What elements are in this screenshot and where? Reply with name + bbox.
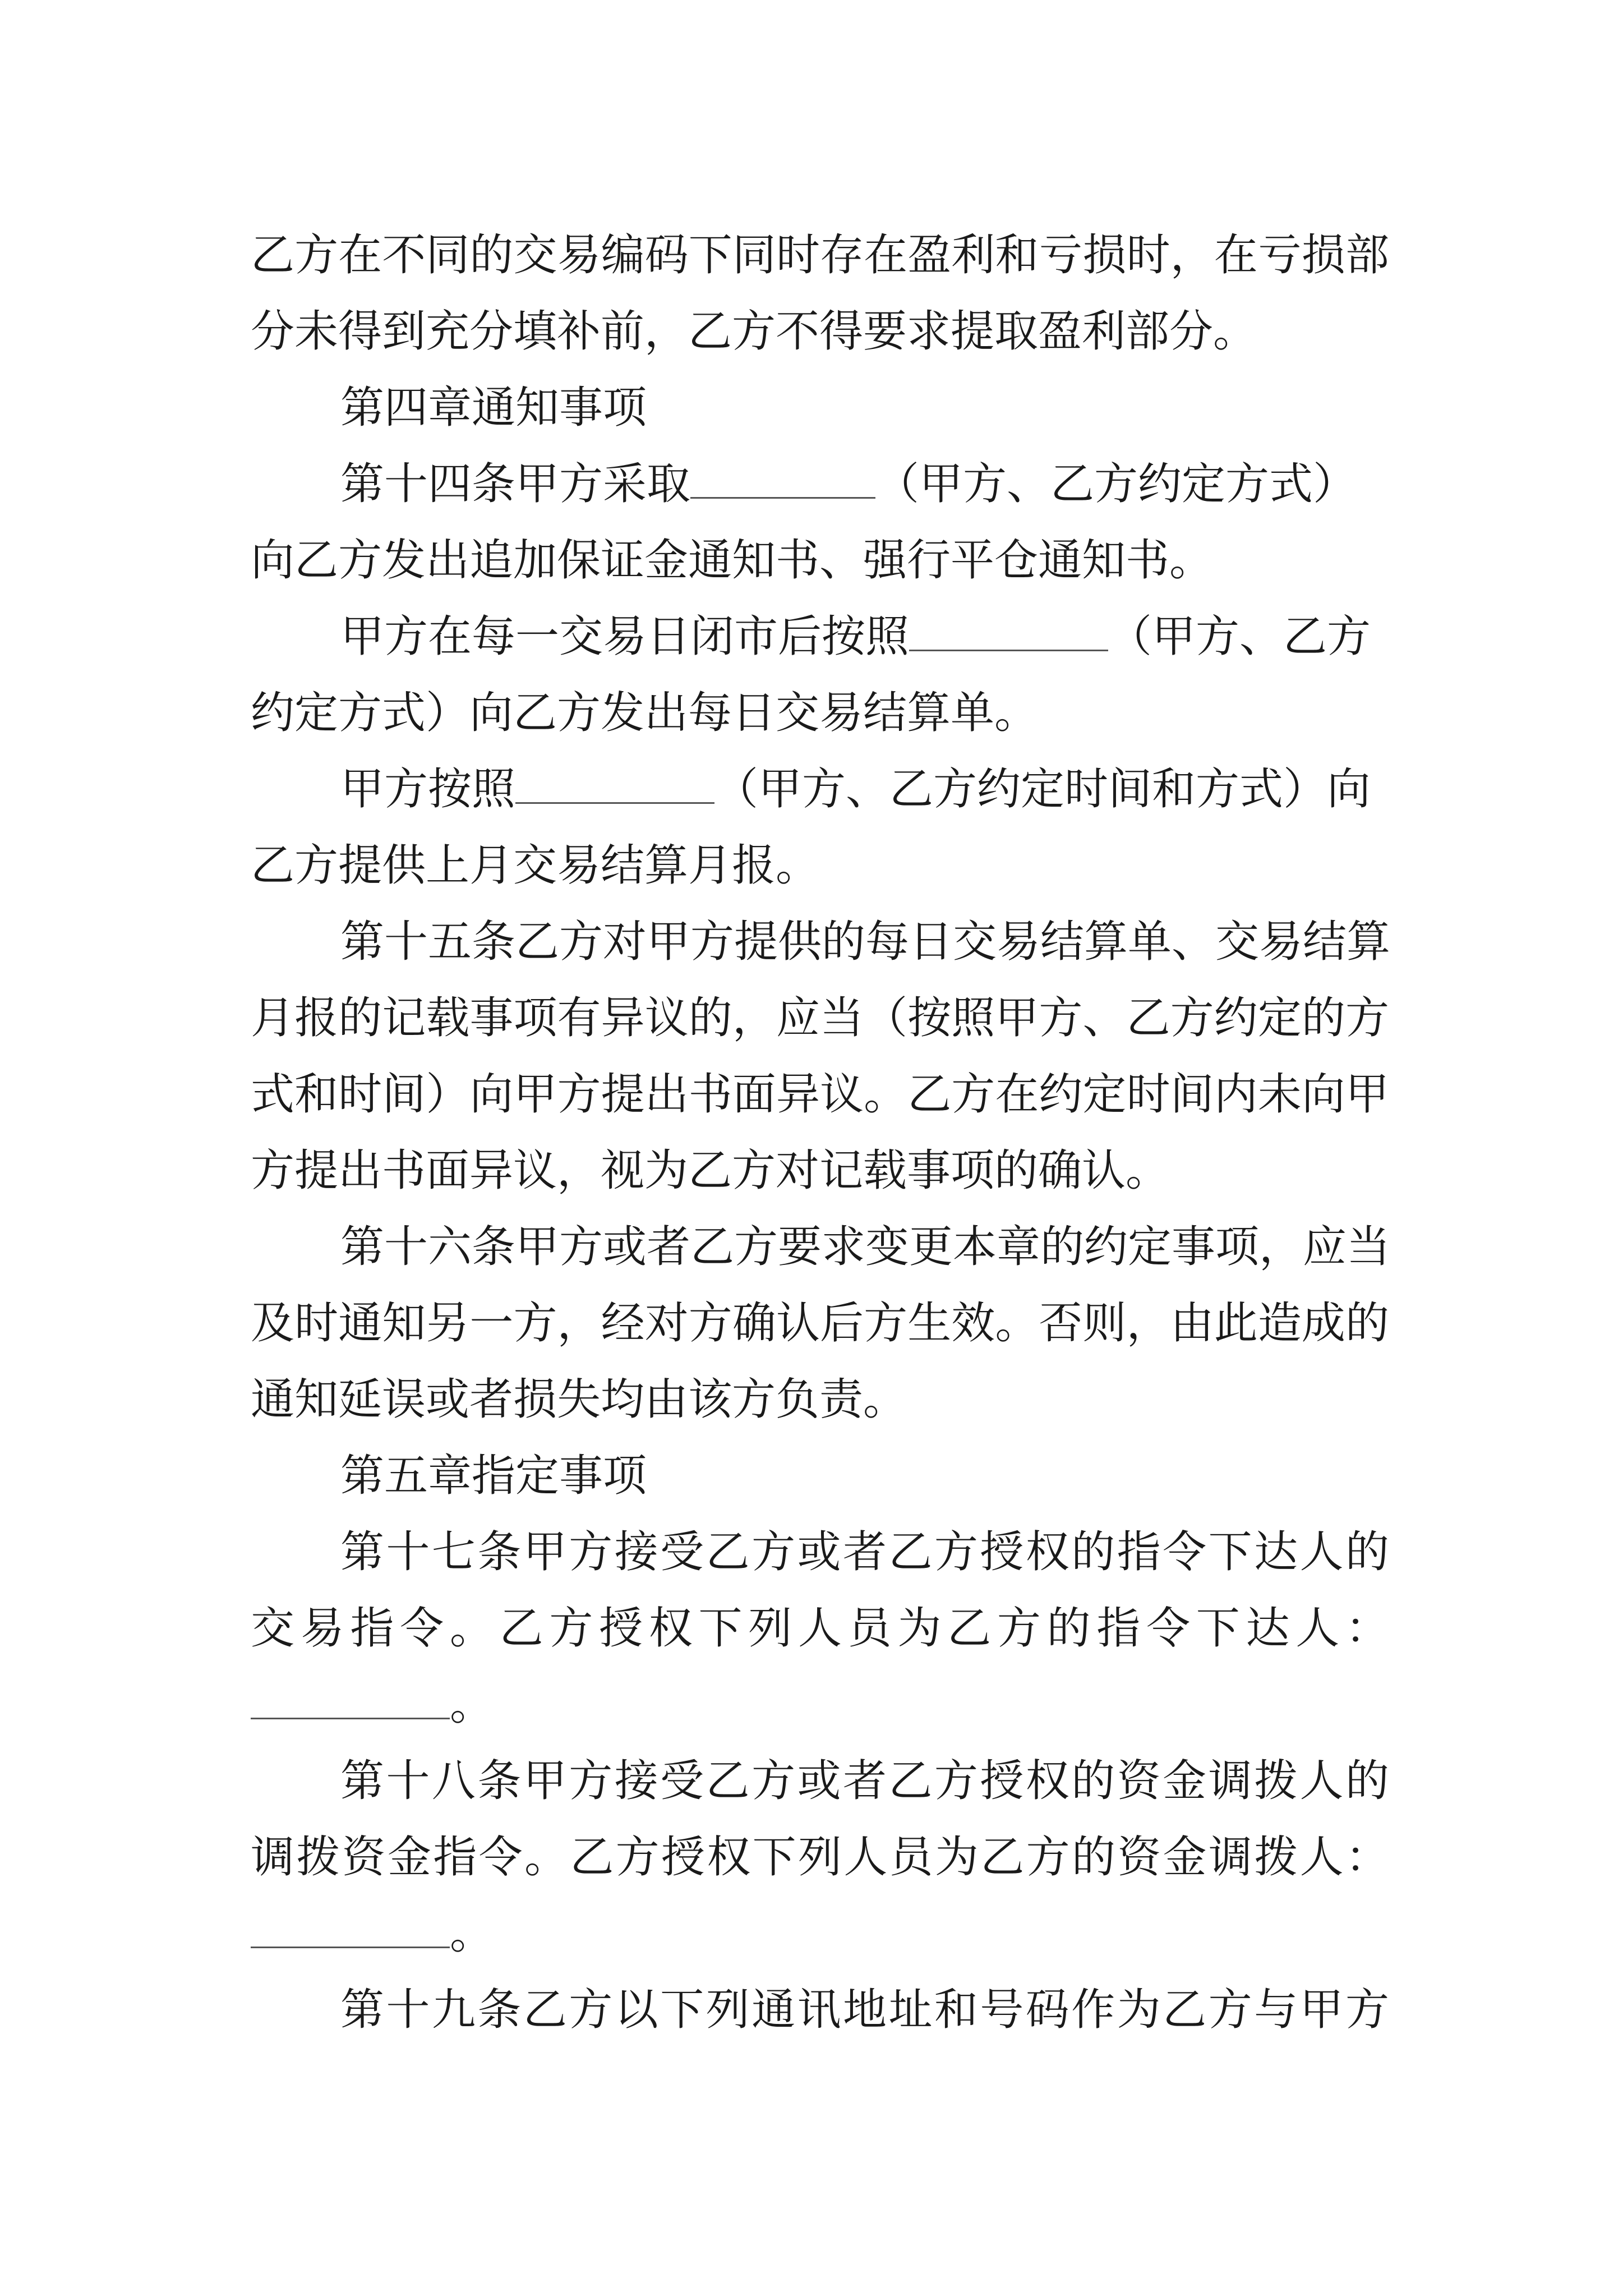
text-segment: （甲方、乙方 (1108, 611, 1371, 662)
fill-in-blank (909, 611, 1108, 651)
text-line: 月报的记载事项有异议的，应当（按照甲方、乙方约定的方 (251, 993, 1389, 1043)
text-line: 第十五条乙方对甲方提供的每日交易结算单、交易结算 (340, 917, 1391, 967)
text-line: 分未得到充分填补前，乙方不得要求提取盈利部分。 (251, 306, 1257, 357)
text-segment: 甲方在每一交易日闭市后按照 (340, 611, 910, 662)
text-line: 调拨资金指令。乙方授权下列人员为乙方的资金调拨人： (251, 1832, 1389, 1883)
text-line: 第十六条甲方或者乙方要求变更本章的约定事项，应当 (340, 1222, 1391, 1272)
text-segment: 第十四条甲方采取 (340, 459, 691, 509)
fill-in-blank (251, 1680, 450, 1719)
text-line: 通知延误或者损失均由该方负责。 (251, 1374, 907, 1425)
text-segment: 。 (450, 1680, 494, 1730)
text-line (340, 758, 1389, 820)
fill-in-blank (515, 764, 714, 804)
text-line: 乙方提供上月交易结算月报。 (251, 840, 820, 891)
text-segment: 甲方按照 (340, 764, 516, 815)
text-line: 方提出书面异议，视为乙方对记载事项的确认。 (251, 1145, 1170, 1196)
text-line (251, 1674, 1389, 1736)
text-line: 交易指令。乙方授权下列人员为乙方的指令下达人： (251, 1603, 1389, 1654)
text-segment: （甲方、乙方约定时间和方式）向 (714, 764, 1371, 815)
text-line: 乙方在不同的交易编码下同时存在盈利和亏损时，在亏损部 (251, 230, 1389, 280)
text-line (251, 1903, 1389, 1964)
chapter-heading: 第四章通知事项 (340, 383, 647, 433)
fill-in-blank (690, 459, 875, 499)
fill-in-blank (251, 1908, 450, 1948)
text-line: 第十九条乙方以下列通讯地址和号码作为乙方与甲方 (340, 1985, 1389, 2035)
text-line (340, 453, 1389, 515)
text-segment: 。 (450, 1908, 494, 1959)
text-line: 第十七条甲方接受乙方或者乙方授权的指令下达人的 (340, 1527, 1389, 1577)
text-line: 及时通知另一方，经对方确认后方生效。否则，由此造成的 (251, 1298, 1389, 1349)
text-line: 式和时间）向甲方提出书面异议。乙方在约定时间内未向甲 (251, 1069, 1389, 1120)
text-line: 向乙方发出追加保证金通知书、强行平仓通知书。 (251, 535, 1214, 586)
text-line: 约定方式）向乙方发出每日交易结算单。 (251, 688, 1039, 738)
chapter-heading: 第五章指定事项 (340, 1451, 647, 1501)
text-line (340, 606, 1389, 668)
text-segment: （甲方、乙方约定方式） (875, 459, 1357, 509)
text-line: 第十八条甲方接受乙方或者乙方授权的资金调拨人的 (340, 1756, 1389, 1806)
